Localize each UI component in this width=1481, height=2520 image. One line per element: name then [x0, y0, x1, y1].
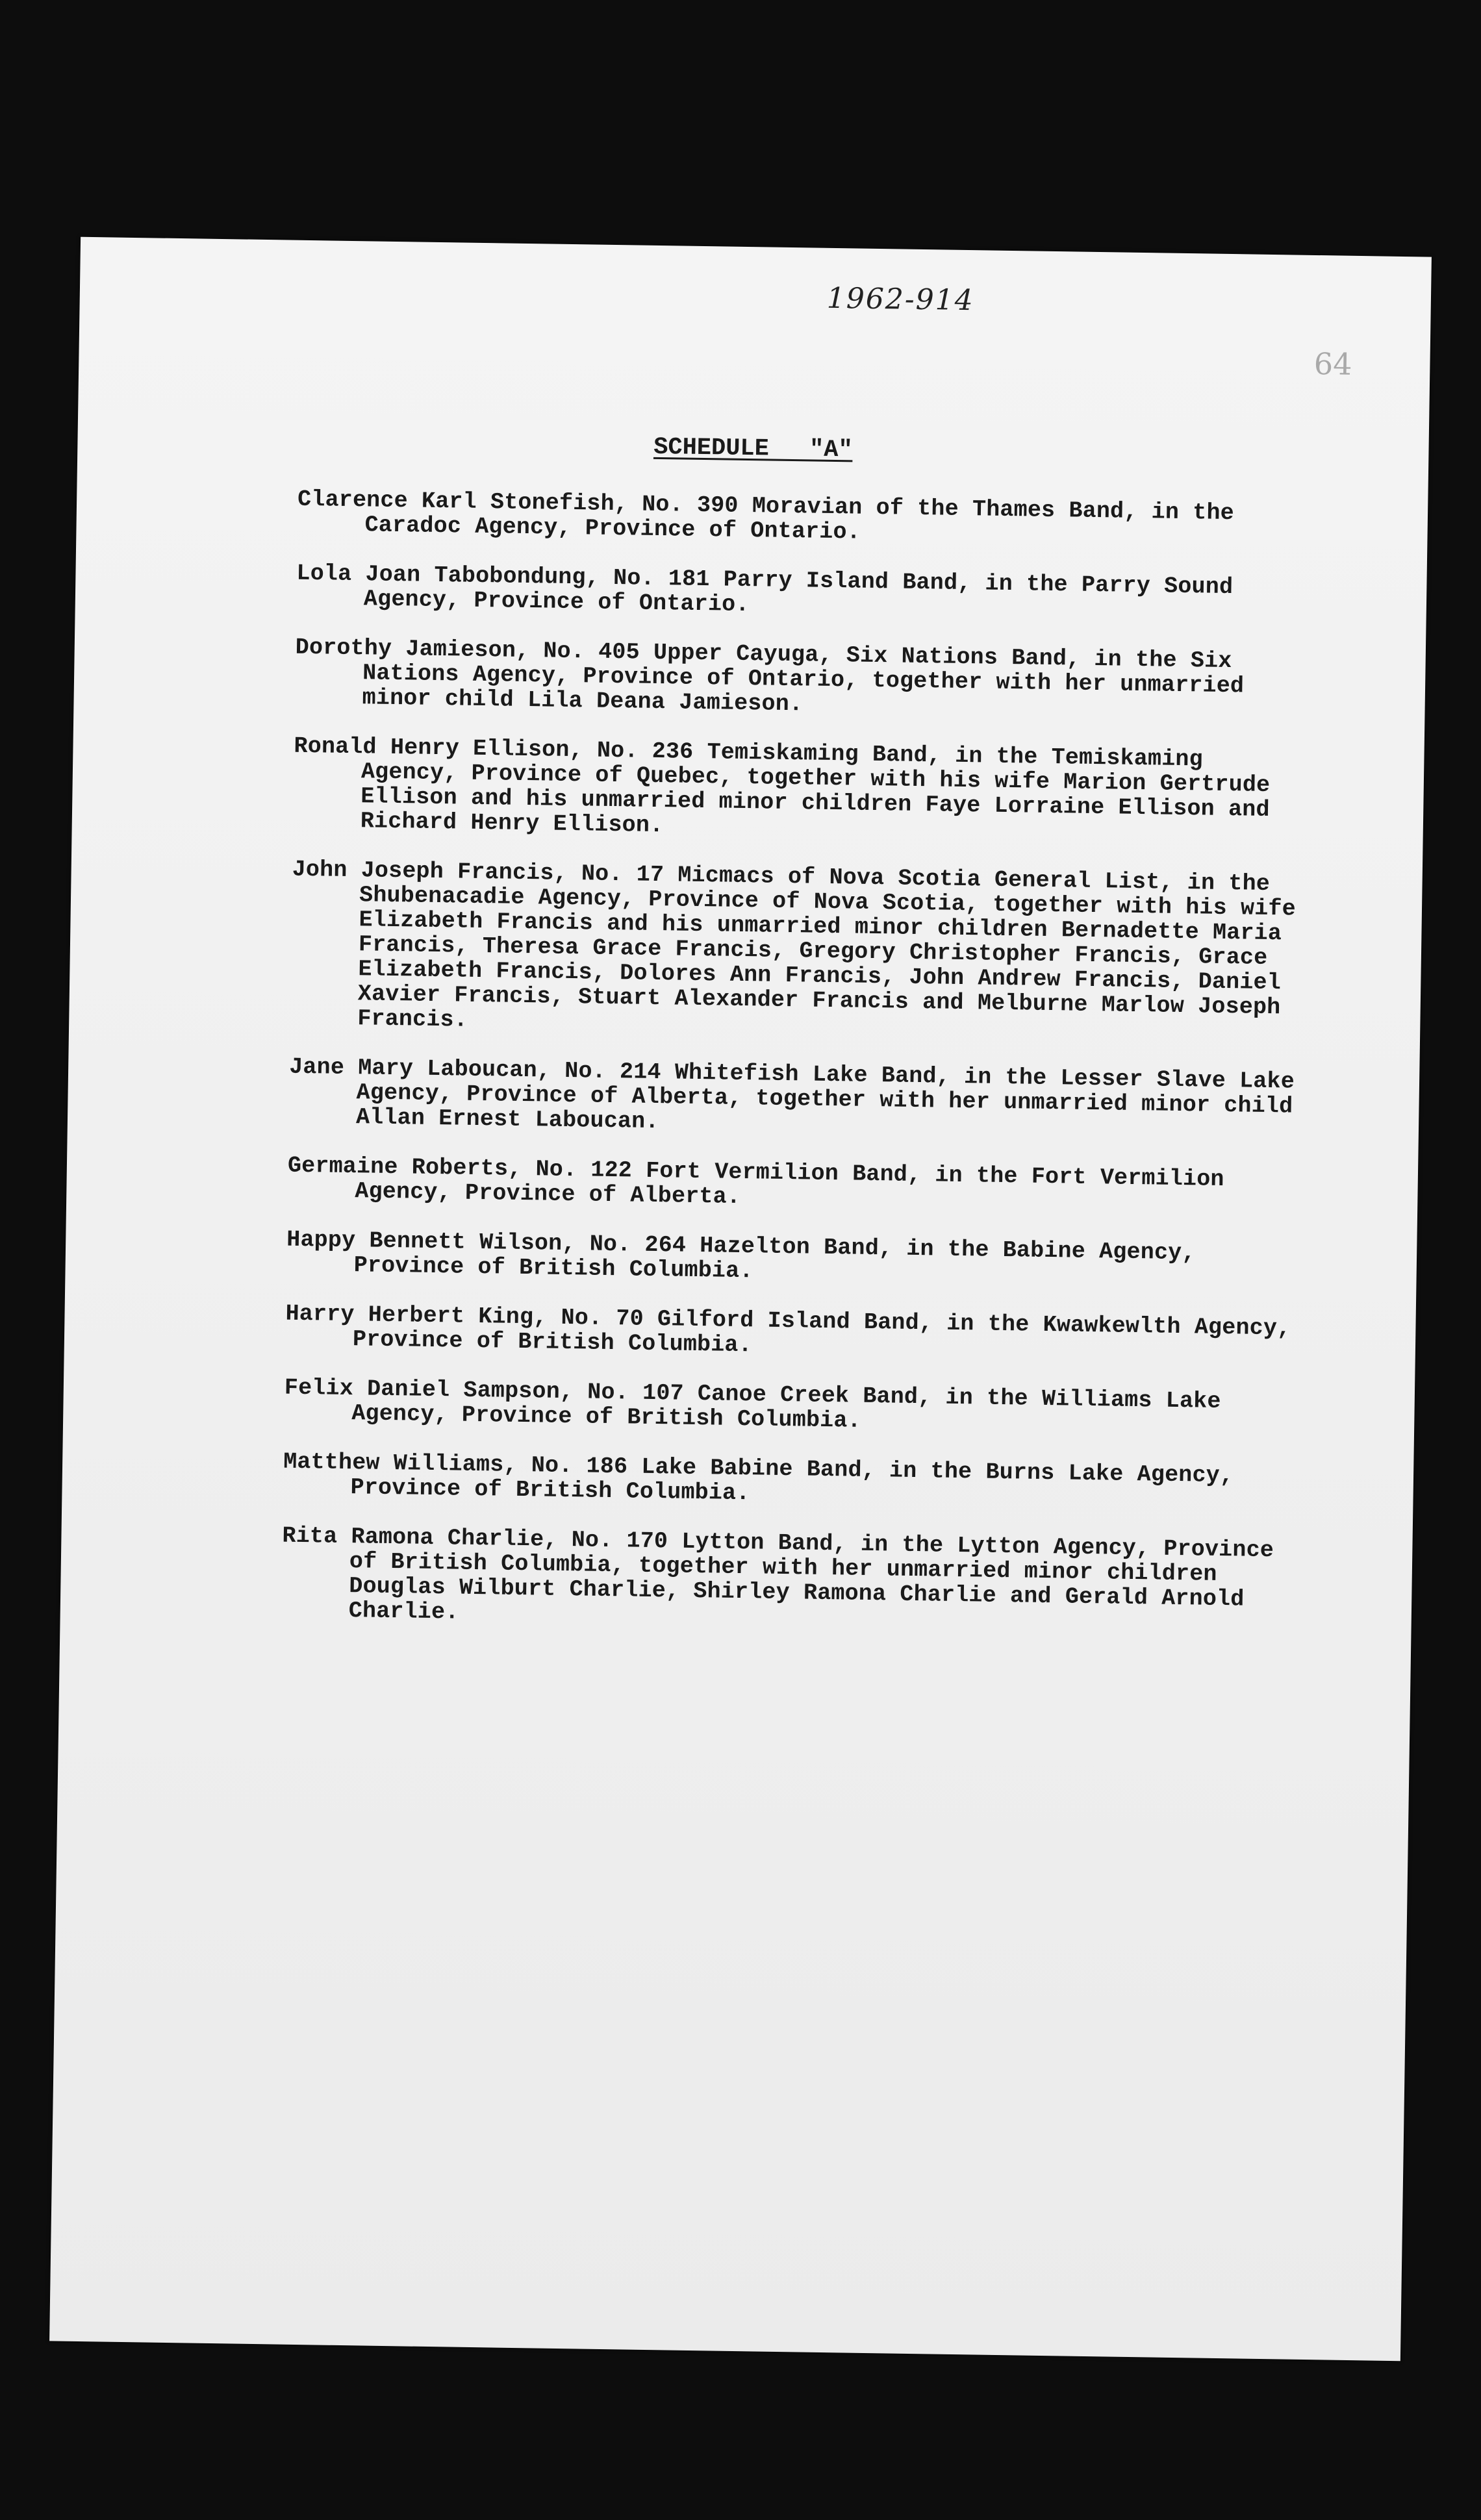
schedule-entry: Rita Ramona Charlie, No. 170 Lytton Band, in the Lytton Agency, Province of British Columbia, together with her unmarried minor children Douglas Wilburt Charlie, Shirley Ramona Charlie and Gerald Arnold Charlie. [282, 1522, 1274, 1626]
schedule-entry: Jane Mary Laboucan, No. 214 Whitefish Lake Band, in the Lesser Slave Lake Agency, Province of Alberta, together with her unmarried minor child Allan Ernest Laboucan. [288, 1053, 1295, 1135]
schedule-entry: Felix Daniel Sampson, No. 107 Canoe Creek Band, in the Williams Lake Agency, Province of British Columbia. [284, 1374, 1221, 1434]
schedule-entries [281, 487, 1311, 1662]
schedule-entry: Harry Herbert King, No. 70 Gilford Island Band, in the Kwawkewlth Agency, Province of British Columbia. [285, 1300, 1291, 1359]
document-page [49, 237, 1432, 2362]
schedule-entry: Dorothy Jamieson, No. 405 Upper Cayuga, Six Nations Band, in the Six Nations Agency, Province of Ontario, together with her unmarried minor child Lila Deana Jamieson. [295, 634, 1245, 718]
schedule-entry: Lola Joan Tabobondung, No. 181 Parry Island Band, in the Parry Sound Agency, Province of Ontario. [296, 560, 1234, 618]
schedule-entry: Ronald Henry Ellison, No. 236 Temiskaming Band, in the Temiskaming Agency, Province of Quebec, together with his wife Marion Gertrude Ellison and his unmarried minor children Faye Lorraine Ellison and Richard Henry Ellison. [294, 733, 1271, 839]
schedule-entry: Germaine Roberts, No. 122 Fort Vermilion Band, in the Fort Vermilion Agency, Province of Alberta. [287, 1152, 1224, 1210]
schedule-entry: Matthew Williams, No. 186 Lake Babine Band, in the Burns Lake Agency, Province of British Columbia. [283, 1448, 1234, 1507]
page-number: 64 [1313, 346, 1352, 382]
schedule-entry: Happy Bennett Wilson, No. 264 Hazelton Band, in the Babine Agency, Province of British Columbia. [286, 1226, 1196, 1285]
schedule-title: SCHEDULE "A" [653, 433, 853, 464]
schedule-entry: John Joseph Francis, No. 17 Micmacs of Nova Scotia General List, in the Shubenacadie Agency, Province of Nova Scotia, together with his wife Elizabeth Francis and his unmarried minor children Bernadette Maria Francis, Theresa Grace Francis, Gregory Christopher Francis, Grace Elizabeth Francis, Dolores Ann Francis, John Andrew Francis, Daniel Xavier Francis, Stuart Alexander Francis and Melburne Marlow Joseph Francis. [292, 856, 1297, 1033]
handwritten-reference-number: 1962-914 [826, 281, 975, 318]
schedule-entry: Clarence Karl Stonefish, No. 390 Moravian of the Thames Band, in the Caradoc Agency, Province of Ontario. [297, 486, 1235, 546]
